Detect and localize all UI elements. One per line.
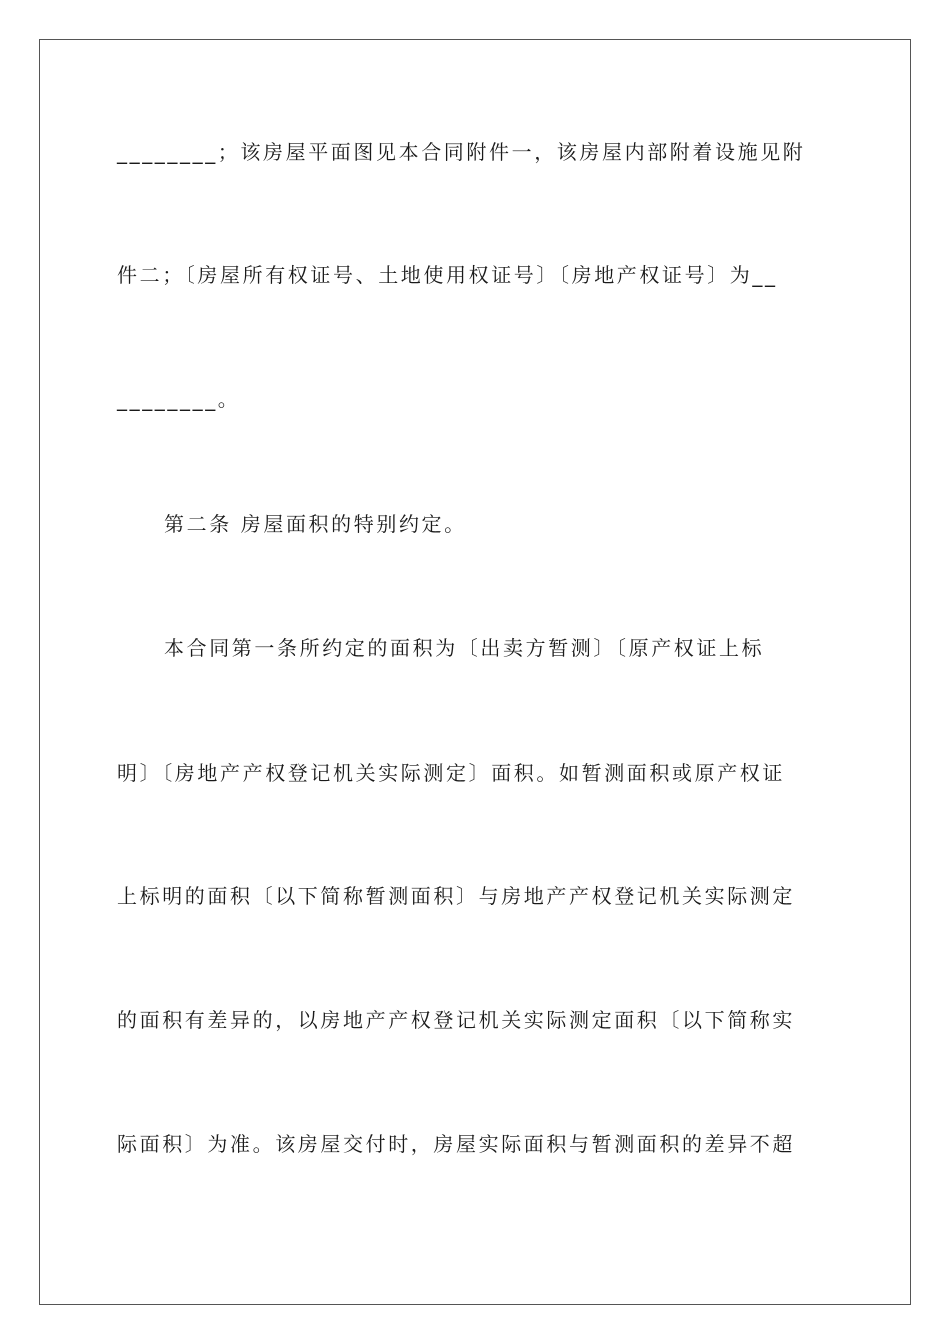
text-line-1: ________；该房屋平面图见本合同附件一，该房屋内部附着设施见附 <box>117 140 806 164</box>
paragraph-line-3: 上标明的面积〔以下简称暂测面积〕与房地产产权登记机关实际测定 <box>117 884 795 908</box>
article-heading: 第二条 房屋面积的特别约定。 <box>164 512 467 536</box>
paragraph-line-5: 际面积〕为准。该房屋交付时，房屋实际面积与暂测面积的差异不超 <box>117 1132 795 1156</box>
paragraph-line-1: 本合同第一条所约定的面积为〔出卖方暂测〕〔原产权证上标 <box>164 636 765 660</box>
paragraph-line-4: 的面积有差异的，以房地产产权登记机关实际测定面积〔以下简称实 <box>117 1008 795 1032</box>
paragraph-line-2: 明〕〔房地产产权登记机关实际测定〕面积。如暂测面积或原产权证 <box>117 761 785 785</box>
text-line-2: 件二；〔房屋所有权证号、土地使用权证号〕〔房地产权证号〕为__ <box>117 263 778 287</box>
text-line-3: ________。 <box>117 387 241 411</box>
page-border <box>39 39 911 1305</box>
